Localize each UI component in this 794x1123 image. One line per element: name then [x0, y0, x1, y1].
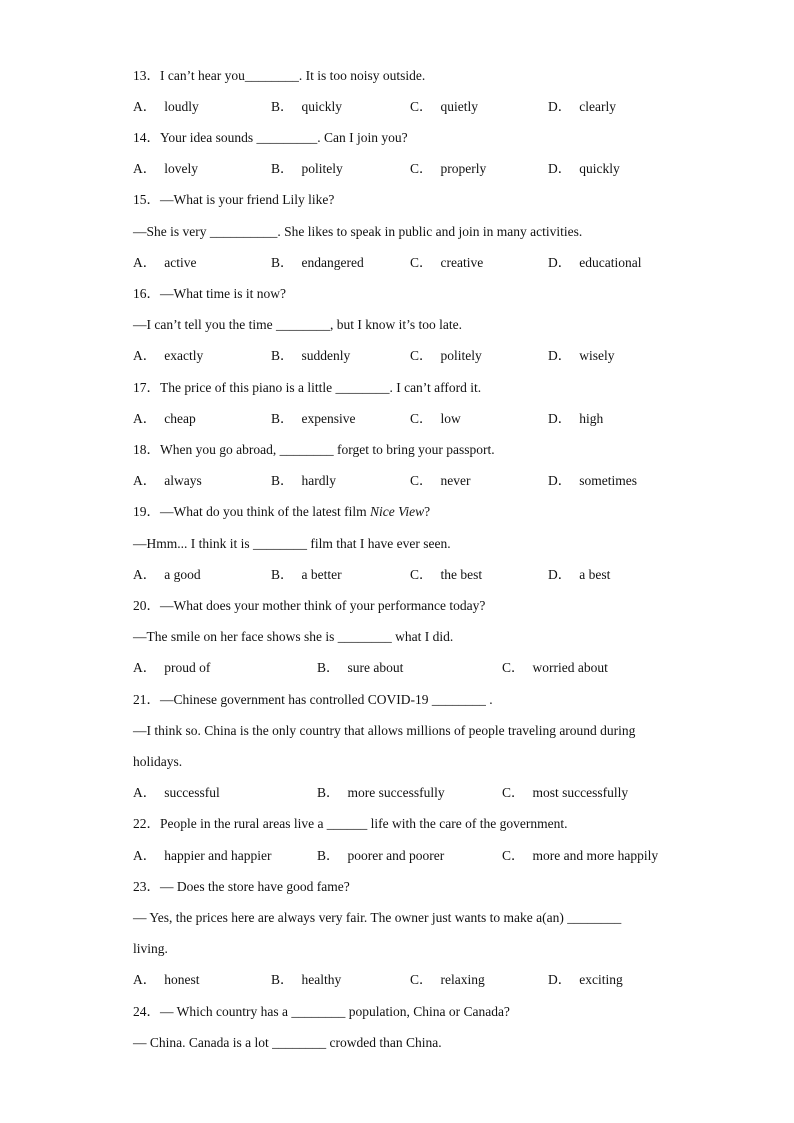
q17-option-c: [410, 411, 461, 427]
q17-option-d: [548, 411, 603, 427]
option-letter: B．: [271, 411, 294, 426]
question-21-line2: —I think so. China is the only country that allows millions of people traveling around during: [133, 723, 636, 738]
question-21-line3: holidays.: [133, 754, 183, 769]
q19-option-d: [548, 567, 610, 583]
option-letter: A．: [133, 99, 157, 114]
option-text: suddenly: [301, 348, 351, 363]
option-text: politely: [301, 161, 343, 176]
q23-option-c: [410, 972, 485, 988]
question-23-line2: — Yes, the prices here are always very fair. The owner just wants to make a(an) ________: [133, 910, 622, 925]
option-text: low: [440, 411, 461, 426]
option-text: hardly: [301, 473, 337, 488]
option-letter: B．: [271, 161, 294, 176]
q22-option-a: [133, 848, 271, 864]
question-17-stem: 17．The price of this piano is a little ________. I can’t afford it.: [133, 380, 482, 395]
option-text: cheap: [164, 411, 196, 426]
q18-option-b: [271, 473, 336, 489]
option-text: always: [164, 473, 202, 488]
option-letter: D．: [548, 567, 572, 582]
q15-option-a: [133, 255, 196, 271]
q16-option-b: [271, 348, 350, 364]
option-letter: C．: [502, 785, 525, 800]
option-text: quickly: [301, 99, 343, 114]
option-text: exciting: [579, 972, 623, 987]
option-text: quietly: [440, 99, 479, 114]
option-text: creative: [440, 255, 484, 270]
q21-option-b: [317, 785, 445, 801]
option-letter: B．: [317, 848, 340, 863]
option-text: healthy: [301, 972, 342, 987]
q14-option-d: [548, 161, 620, 177]
q14-option-b: [271, 161, 343, 177]
q13-option-c: [410, 99, 478, 115]
option-text: a better: [301, 567, 342, 582]
option-letter: A．: [133, 848, 157, 863]
q22-option-c: [502, 848, 658, 864]
option-letter: D．: [548, 348, 572, 363]
q20-option-a: [133, 660, 210, 676]
q13-option-a: [133, 99, 199, 115]
option-text: quickly: [579, 161, 620, 176]
q21-option-c: [502, 785, 628, 801]
option-letter: A．: [133, 348, 157, 363]
option-text: relaxing: [440, 972, 485, 987]
q13-option-d: [548, 99, 616, 115]
option-letter: B．: [317, 660, 340, 675]
option-text: happier and happier: [164, 848, 272, 863]
option-letter: B．: [271, 972, 294, 987]
option-letter: C．: [410, 567, 433, 582]
q16-option-d: [548, 348, 615, 364]
question-16-line2: —I can’t tell you the time ________, but I know it’s too late.: [133, 317, 462, 332]
question-19-line2: —Hmm... I think it is ________ film that I have ever seen.: [133, 536, 451, 551]
option-letter: A．: [133, 411, 157, 426]
q19-option-c: [410, 567, 482, 583]
q15-option-b: [271, 255, 364, 271]
option-letter: A．: [133, 972, 157, 987]
question-16-stem: 16．—What time is it now?: [133, 286, 286, 301]
option-letter: D．: [548, 972, 572, 987]
question-20-stem: 20．—What does your mother think of your performance today?: [133, 598, 486, 613]
option-text: loudly: [164, 99, 199, 114]
option-text: a best: [579, 567, 611, 582]
question-13-stem: 13．I can’t hear you________. It is too noisy outside.: [133, 68, 426, 83]
option-letter: C．: [410, 411, 433, 426]
option-letter: B．: [271, 99, 294, 114]
option-text: a good: [164, 567, 201, 582]
option-text: more successfully: [347, 785, 445, 800]
q23-option-a: [133, 972, 200, 988]
option-letter: D．: [548, 411, 572, 426]
option-letter: A．: [133, 785, 157, 800]
q20-option-c: [502, 660, 608, 676]
question-22-stem: 22．People in the rural areas live a ______ life with the care of the government.: [133, 816, 568, 831]
option-letter: D．: [548, 473, 572, 488]
option-letter: A．: [133, 255, 157, 270]
q19-film-title: Nice View: [369, 504, 425, 519]
option-text: worried about: [532, 660, 608, 675]
question-23-stem: 23．— Does the store have good fame?: [133, 879, 350, 894]
option-letter: B．: [271, 473, 294, 488]
option-text: active: [164, 255, 197, 270]
option-text: politely: [440, 348, 482, 363]
option-letter: C．: [502, 660, 525, 675]
option-letter: C．: [502, 848, 525, 863]
q19-stem-before: 19．—What do you think of the latest film: [133, 504, 370, 519]
option-text: endangered: [301, 255, 364, 270]
option-text: properly: [440, 161, 487, 176]
question-20-line2: —The smile on her face shows she is ________ what I did.: [133, 629, 454, 644]
question-21-stem: 21．—Chinese government has controlled COVID-19 ________ .: [133, 692, 493, 707]
option-letter: D．: [548, 255, 572, 270]
option-text: never: [440, 473, 471, 488]
option-letter: A．: [133, 473, 157, 488]
q17-option-a: [133, 411, 196, 427]
option-letter: C．: [410, 99, 433, 114]
option-text: expensive: [301, 411, 356, 426]
option-text: most successfully: [532, 785, 629, 800]
option-text: sure about: [347, 660, 404, 675]
q23-option-b: [271, 972, 341, 988]
q15-option-c: [410, 255, 483, 271]
question-18-stem: 18．When you go abroad, ________ forget to bring your passport.: [133, 442, 495, 457]
option-letter: B．: [271, 348, 294, 363]
q19-option-b: [271, 567, 342, 583]
q18-option-d: [548, 473, 637, 489]
q16-option-a: [133, 348, 203, 364]
option-text: poorer and poorer: [347, 848, 445, 863]
q18-option-a: [133, 473, 202, 489]
option-text: proud of: [164, 660, 211, 675]
q13-option-b: [271, 99, 342, 115]
option-letter: C．: [410, 972, 433, 987]
option-letter: A．: [133, 660, 157, 675]
option-text: more and more happily: [532, 848, 659, 863]
option-letter: B．: [271, 255, 294, 270]
option-text: sometimes: [579, 473, 637, 488]
option-letter: D．: [548, 99, 572, 114]
option-letter: C．: [410, 348, 433, 363]
option-text: lovely: [164, 161, 198, 176]
q22-option-b: [317, 848, 444, 864]
option-letter: C．: [410, 255, 433, 270]
option-text: educational: [579, 255, 642, 270]
option-text: clearly: [579, 99, 616, 114]
question-24-stem: 24．— Which country has a ________ population, China or Canada?: [133, 1004, 510, 1019]
q19-option-a: [133, 567, 201, 583]
option-letter: C．: [410, 161, 433, 176]
option-text: the best: [440, 567, 483, 582]
question-15-stem: 15．—What is your friend Lily like?: [133, 192, 335, 207]
option-letter: D．: [548, 161, 572, 176]
option-letter: A．: [133, 161, 157, 176]
q21-option-a: [133, 785, 220, 801]
option-letter: C．: [410, 473, 433, 488]
option-text: exactly: [164, 348, 204, 363]
option-text: honest: [164, 972, 200, 987]
option-text: successful: [164, 785, 220, 800]
question-24-line2: — China. Canada is a lot ________ crowded than China.: [133, 1035, 442, 1050]
question-15-line2: —She is very __________. She likes to speak in public and join in many activities.: [133, 224, 583, 239]
option-text: high: [579, 411, 604, 426]
q17-option-b: [271, 411, 356, 427]
q19-stem-after: ?: [424, 504, 431, 519]
question-14-stem: 14．Your idea sounds _________. Can I join you?: [133, 130, 408, 145]
q14-option-a: [133, 161, 198, 177]
option-letter: B．: [317, 785, 340, 800]
q23-option-d: [548, 972, 623, 988]
q14-option-c: [410, 161, 486, 177]
q18-option-c: [410, 473, 471, 489]
option-letter: B．: [271, 567, 294, 582]
question-19-stem: [133, 504, 430, 520]
option-text: wisely: [579, 348, 615, 363]
q20-option-b: [317, 660, 403, 676]
question-23-line3: living.: [133, 941, 168, 956]
option-letter: A．: [133, 567, 157, 582]
q15-option-d: [548, 255, 641, 271]
q16-option-c: [410, 348, 482, 364]
